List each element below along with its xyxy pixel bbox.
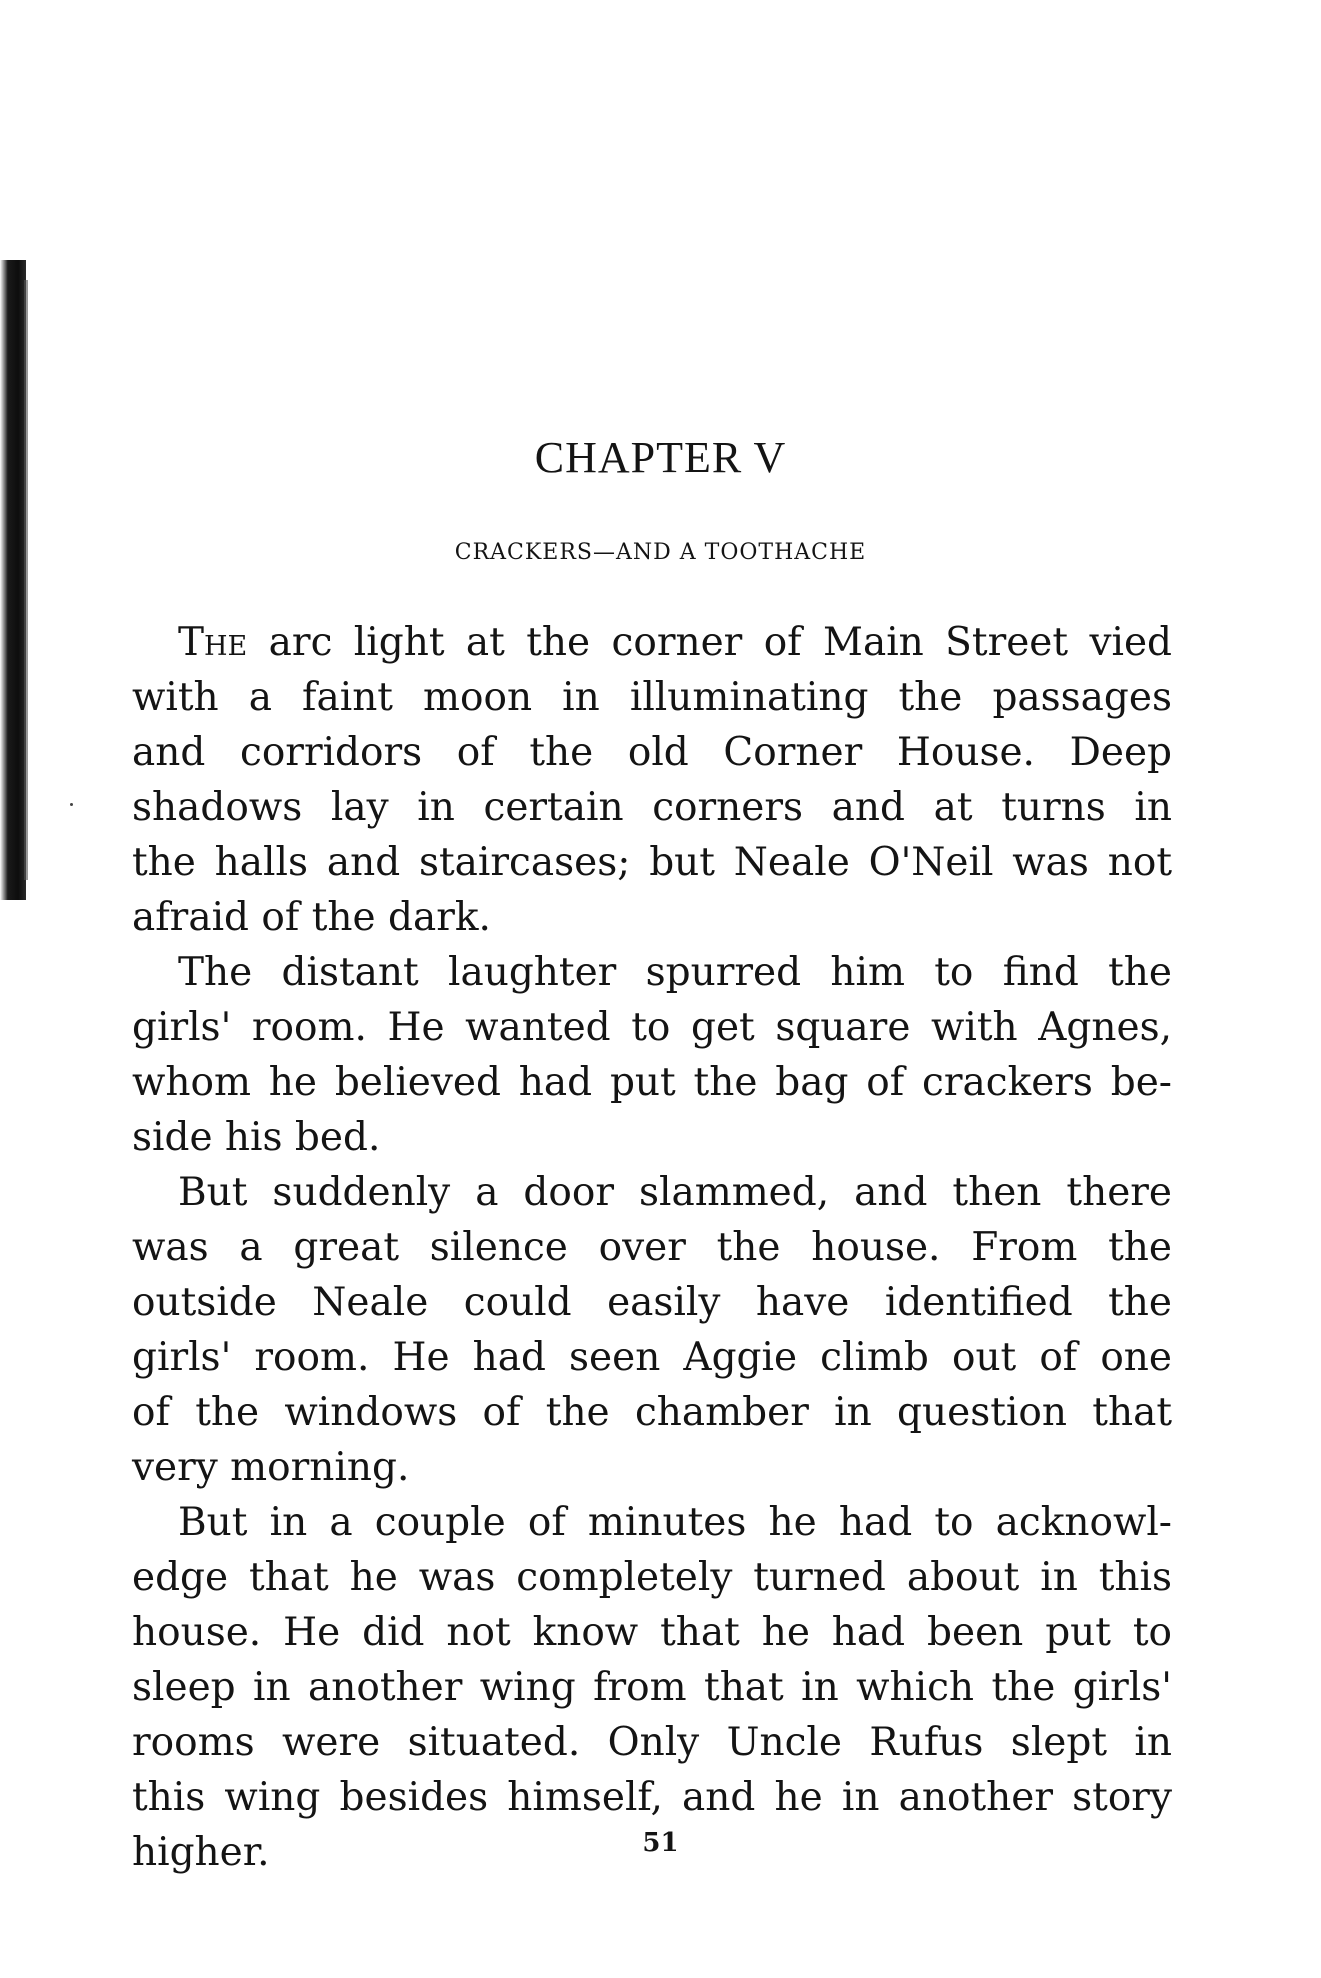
text-line: house. He did not know that he had been put to — [132, 1610, 1172, 1655]
text-line: rooms were situated. Only Uncle Rufus slept in — [132, 1720, 1172, 1765]
body-text — [132, 615, 1172, 1880]
text-line: with a faint moon in illuminating the passages — [132, 675, 1172, 720]
text-line: But in a couple of minutes he had to acknowl- — [178, 1500, 1172, 1545]
paragraph-1 — [132, 615, 1172, 945]
chapter-title: CHAPTER V — [534, 433, 787, 482]
text-line: But suddenly a door slammed, and then there — [178, 1170, 1172, 1215]
page-binding-shadow — [0, 260, 26, 900]
text-line: and corridors of the old Corner House. Deep — [132, 730, 1172, 775]
text-line: afraid of the dark. — [132, 895, 491, 940]
text-line: sleep in another wing from that in which the girls' — [132, 1665, 1172, 1710]
text-line: whom he believed had put the bag of crackers be- — [132, 1060, 1172, 1105]
lead-word: The — [178, 620, 248, 665]
chapter-subtitle: CRACKERS—AND A TOOTHACHE — [454, 540, 867, 565]
text-line: edge that he was completely turned about in this — [132, 1555, 1172, 1600]
text-line: outside Neale could easily have identified the — [132, 1280, 1172, 1325]
page-binding-edge — [24, 280, 28, 880]
text-line: very morning. — [132, 1445, 410, 1490]
text-line: girls' room. He had seen Aggie climb out of one — [132, 1335, 1172, 1380]
text-line: was a great silence over the house. From the — [132, 1225, 1172, 1270]
paragraph-3 — [132, 1165, 1172, 1495]
text-line: side his bed. — [132, 1115, 381, 1160]
page-number: 51 — [642, 1828, 679, 1858]
text-line: girls' room. He wanted to get square with Agnes, — [132, 1005, 1172, 1050]
text-line: higher. — [132, 1830, 270, 1875]
ink-speck — [70, 803, 73, 806]
text-line: this wing besides himself, and he in another story — [132, 1775, 1172, 1820]
text-line: The distant laughter spurred him to find the — [178, 950, 1172, 995]
text-line: of the windows of the chamber in question that — [132, 1390, 1172, 1435]
paragraph-2 — [132, 945, 1172, 1165]
text-line: shadows lay in certain corners and at turns in — [132, 785, 1172, 830]
text-line: the halls and staircases; but Neale O'Neil was not — [132, 840, 1172, 885]
text-line: The arc light at the corner of Main Street vied — [178, 620, 1172, 665]
paragraph-4 — [132, 1495, 1172, 1880]
